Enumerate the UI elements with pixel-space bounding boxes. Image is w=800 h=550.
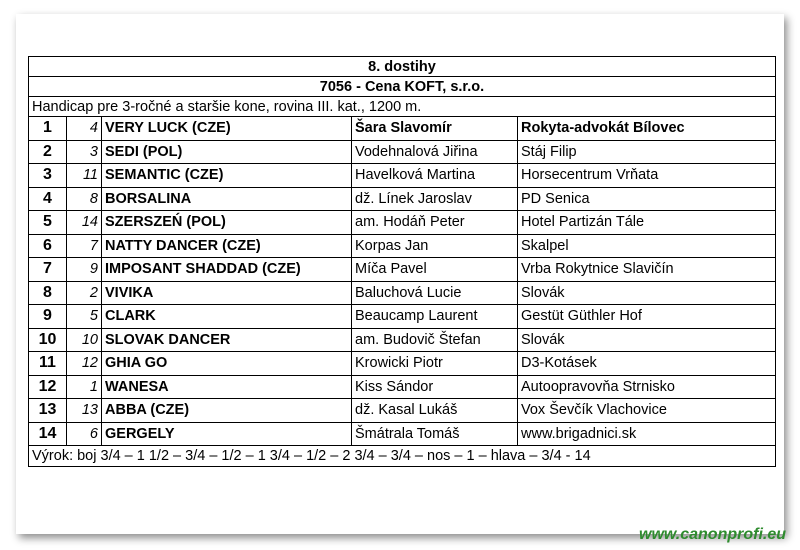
place-cell: 2 xyxy=(29,140,67,164)
place-cell: 10 xyxy=(29,328,67,352)
horse-name-cell: SZERSZEŃ (POL) xyxy=(102,211,352,235)
owner-cell: Autoopravovňa Strnisko xyxy=(518,375,776,399)
start-number-cell: 7 xyxy=(67,234,102,258)
place-cell: 13 xyxy=(29,399,67,423)
results-body xyxy=(29,57,776,446)
jockey-cell: am. Budovič Štefan xyxy=(352,328,518,352)
place-cell: 7 xyxy=(29,258,67,282)
owner-cell: Hotel Partizán Tále xyxy=(518,211,776,235)
owner-cell: Vrba Rokytnice Slavičín xyxy=(518,258,776,282)
jockey-cell: Kiss Sándor xyxy=(352,375,518,399)
start-number-cell: 10 xyxy=(67,328,102,352)
race-title: 8. dostihy xyxy=(29,57,776,77)
table-row xyxy=(29,164,776,188)
start-number-cell: 13 xyxy=(67,399,102,423)
owner-cell: Rokyta-advokát Bílovec xyxy=(518,117,776,141)
table-row xyxy=(29,305,776,329)
owner-cell: PD Senica xyxy=(518,187,776,211)
place-cell: 3 xyxy=(29,164,67,188)
jockey-cell: am. Hodáň Peter xyxy=(352,211,518,235)
place-cell: 5 xyxy=(29,211,67,235)
owner-cell: Skalpel xyxy=(518,234,776,258)
horse-name-cell: GERGELY xyxy=(102,422,352,446)
owner-cell: www.brigadnici.sk xyxy=(518,422,776,446)
table-row xyxy=(29,117,776,141)
jockey-cell: Krowicki Piotr xyxy=(352,352,518,376)
place-cell: 14 xyxy=(29,422,67,446)
jockey-cell: Šara Slavomír xyxy=(352,117,518,141)
owner-cell: Slovák xyxy=(518,281,776,305)
horse-name-cell: BORSALINA xyxy=(102,187,352,211)
start-number-cell: 3 xyxy=(67,140,102,164)
finish-margins: Výrok: boj 3/4 – 1 1/2 – 3/4 – 1/2 – 1 3/4 – 1/2 – 2 3/4 – 3/4 – nos – 1 – hlava – 3/4 - 14 xyxy=(29,446,776,467)
horse-name-cell: SEMANTIC (CZE) xyxy=(102,164,352,188)
horse-name-cell: NATTY DANCER (CZE) xyxy=(102,234,352,258)
margins-row xyxy=(29,446,776,467)
horse-name-cell: CLARK xyxy=(102,305,352,329)
race-name-row xyxy=(29,77,776,97)
owner-cell: Stáj Filip xyxy=(518,140,776,164)
start-number-cell: 9 xyxy=(67,258,102,282)
horse-name-cell: WANESA xyxy=(102,375,352,399)
jockey-cell: Korpas Jan xyxy=(352,234,518,258)
race-name: 7056 - Cena KOFT, s.r.o. xyxy=(29,77,776,97)
owner-cell: Slovák xyxy=(518,328,776,352)
race-conditions: Handicap pre 3-ročné a staršie kone, rovina III. kat., 1200 m. xyxy=(29,97,776,117)
horse-name-cell: SEDI (POL) xyxy=(102,140,352,164)
table-row xyxy=(29,187,776,211)
jockey-cell: Vodehnalová Jiřina xyxy=(352,140,518,164)
start-number-cell: 8 xyxy=(67,187,102,211)
start-number-cell: 6 xyxy=(67,422,102,446)
place-cell: 4 xyxy=(29,187,67,211)
race-results-table xyxy=(28,56,776,467)
jockey-cell: Baluchová Lucie xyxy=(352,281,518,305)
table-row xyxy=(29,328,776,352)
table-row xyxy=(29,352,776,376)
horse-name-cell: VIVIKA xyxy=(102,281,352,305)
horse-name-cell: SLOVAK DANCER xyxy=(102,328,352,352)
horse-name-cell: GHIA GO xyxy=(102,352,352,376)
start-number-cell: 4 xyxy=(67,117,102,141)
place-cell: 9 xyxy=(29,305,67,329)
jockey-cell: dž. Línek Jaroslav xyxy=(352,187,518,211)
start-number-cell: 14 xyxy=(67,211,102,235)
owner-cell: Vox Ševčík Vlachovice xyxy=(518,399,776,423)
jockey-cell: Šmátrala Tomáš xyxy=(352,422,518,446)
place-cell: 6 xyxy=(29,234,67,258)
jockey-cell: dž. Kasal Lukáš xyxy=(352,399,518,423)
start-number-cell: 12 xyxy=(67,352,102,376)
start-number-cell: 5 xyxy=(67,305,102,329)
owner-cell: Gestüt Güthler Hof xyxy=(518,305,776,329)
horse-name-cell: ABBA (CZE) xyxy=(102,399,352,423)
horse-name-cell: IMPOSANT SHADDAD (CZE) xyxy=(102,258,352,282)
owner-cell: Horsecentrum Vrňata xyxy=(518,164,776,188)
race-conditions-row xyxy=(29,97,776,117)
place-cell: 12 xyxy=(29,375,67,399)
jockey-cell: Havelková Martina xyxy=(352,164,518,188)
start-number-cell: 2 xyxy=(67,281,102,305)
jockey-cell: Míča Pavel xyxy=(352,258,518,282)
race-title-row xyxy=(29,57,776,77)
start-number-cell: 11 xyxy=(67,164,102,188)
table-row xyxy=(29,234,776,258)
owner-cell: D3-Kotásek xyxy=(518,352,776,376)
place-cell: 11 xyxy=(29,352,67,376)
place-cell: 8 xyxy=(29,281,67,305)
start-number-cell: 1 xyxy=(67,375,102,399)
table-row xyxy=(29,211,776,235)
table-row xyxy=(29,375,776,399)
jockey-cell: Beaucamp Laurent xyxy=(352,305,518,329)
horse-name-cell: VERY LUCK (CZE) xyxy=(102,117,352,141)
table-row xyxy=(29,140,776,164)
table-row xyxy=(29,399,776,423)
table-row xyxy=(29,258,776,282)
table-row xyxy=(29,281,776,305)
watermark: www.canonprofi.eu xyxy=(639,526,786,543)
place-cell: 1 xyxy=(29,117,67,141)
table-row xyxy=(29,422,776,446)
